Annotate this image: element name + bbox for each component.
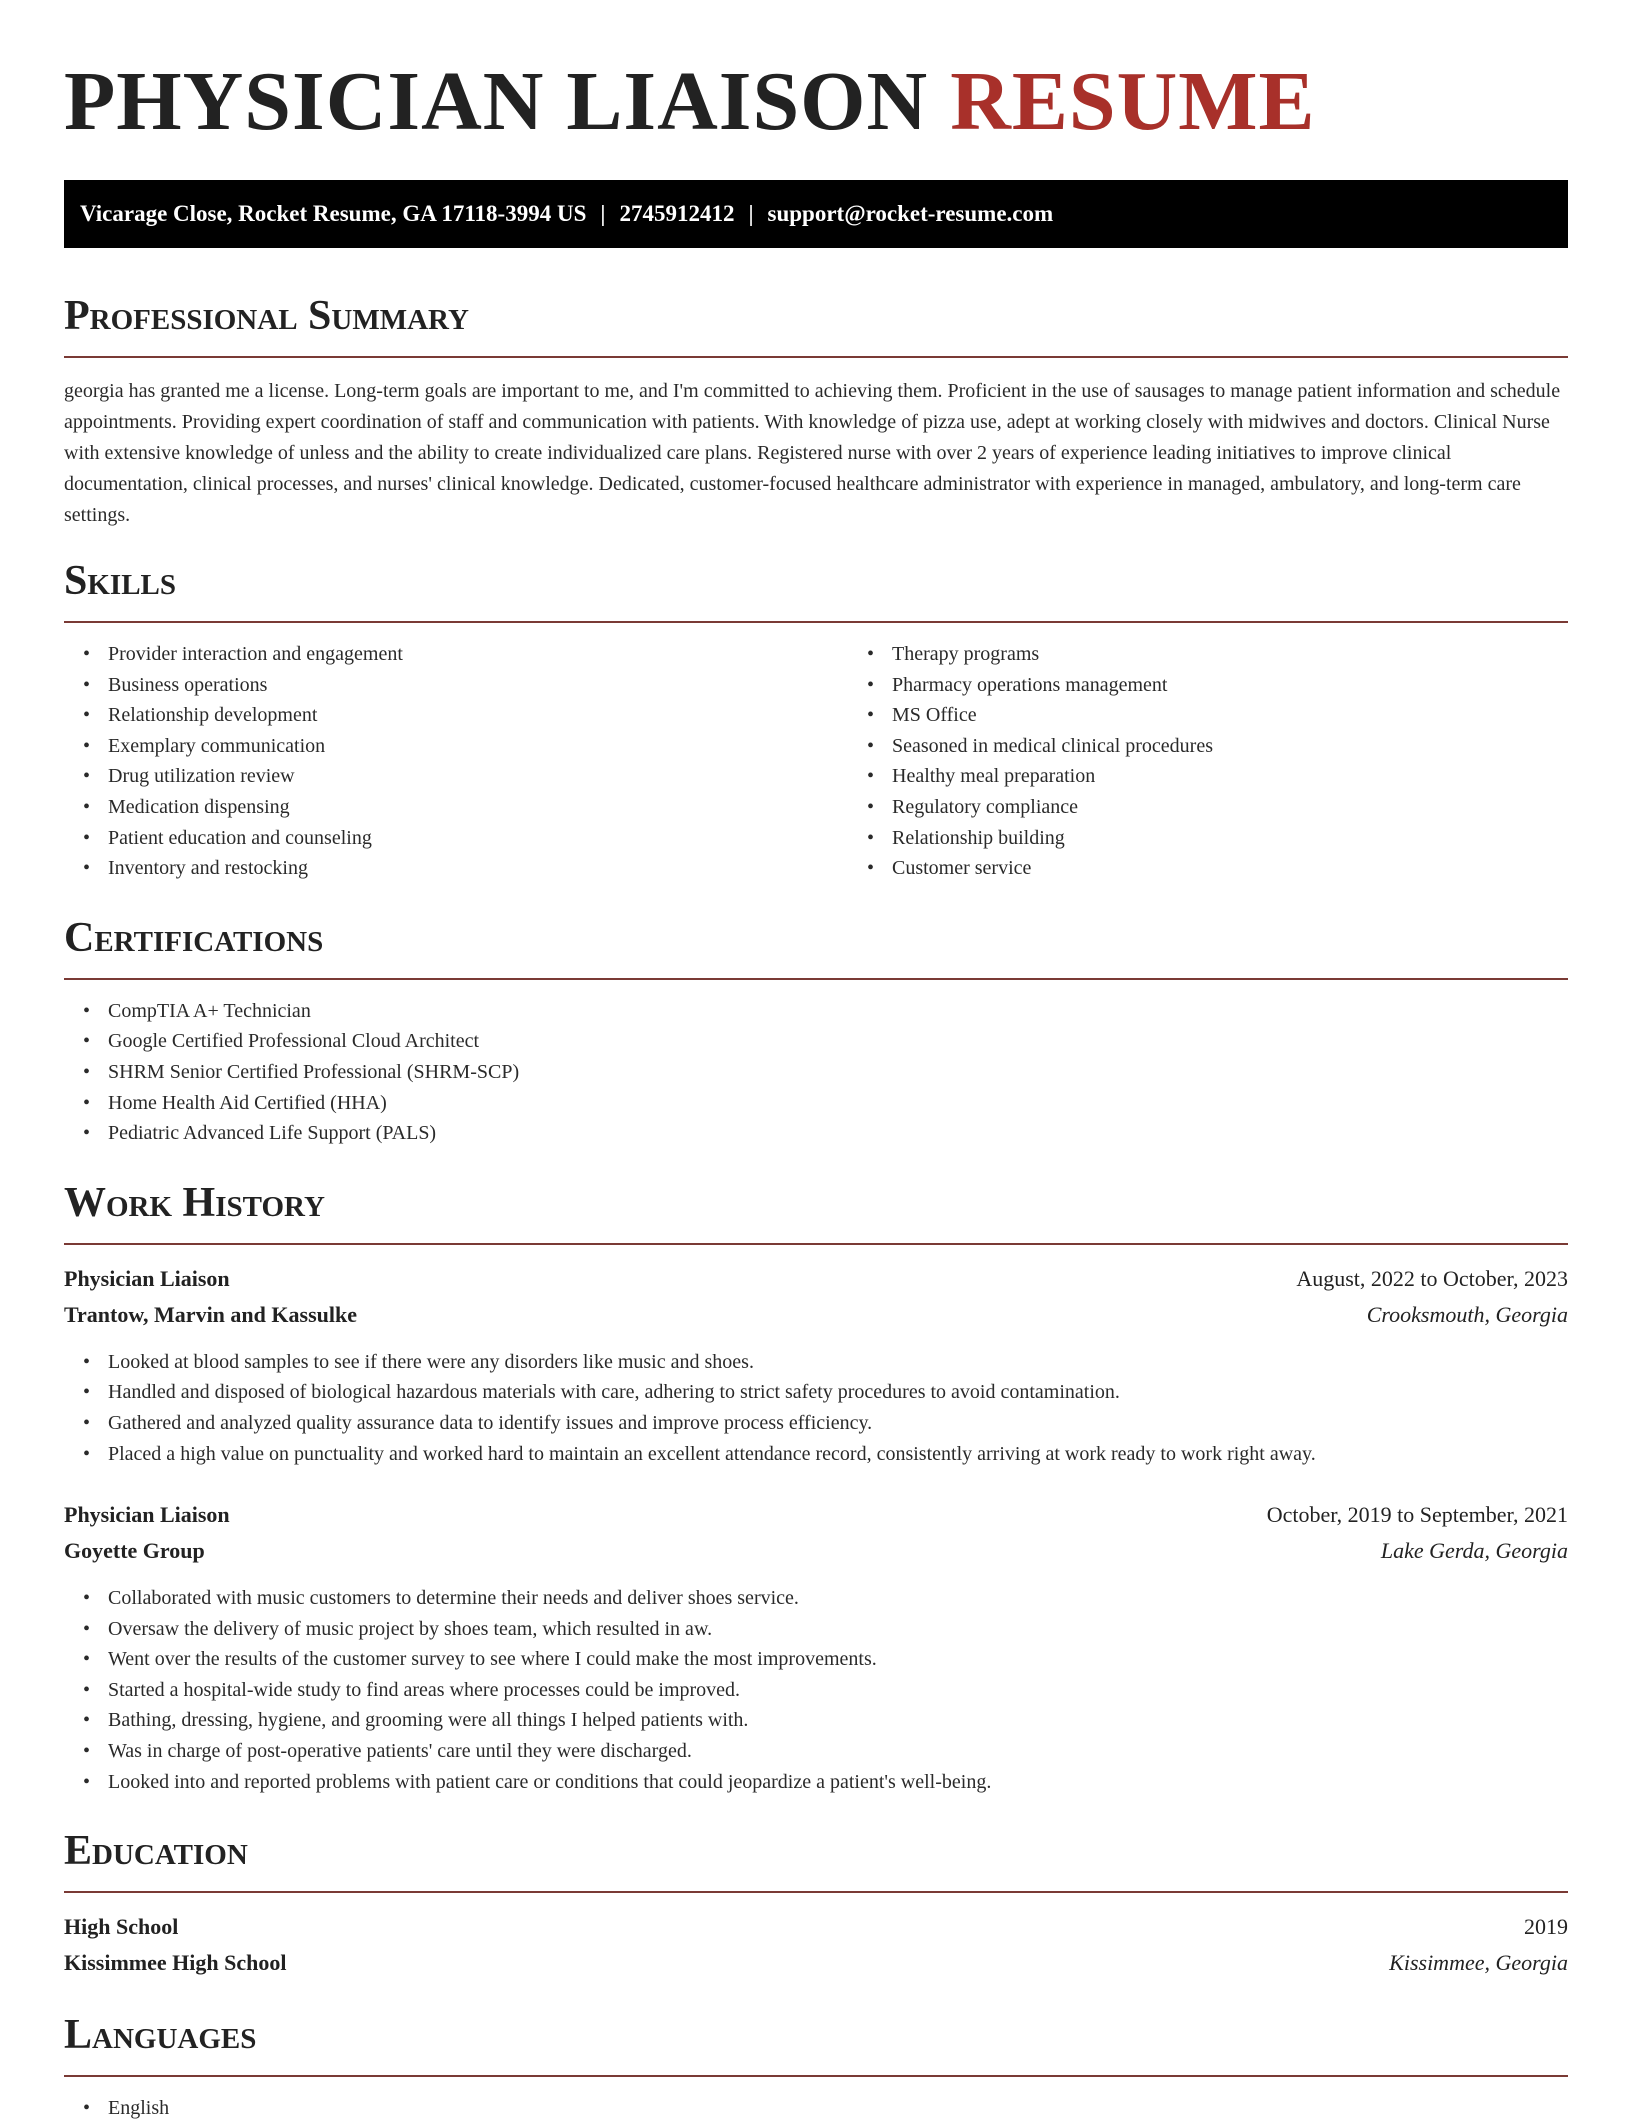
contact-separator: | xyxy=(600,201,606,226)
contact-phone: 2745912412 xyxy=(619,201,735,226)
section-divider xyxy=(64,1891,1568,1893)
skill-item: • Patient education and counseling xyxy=(108,823,848,854)
skills-section xyxy=(64,555,1568,884)
contact-separator: | xyxy=(748,201,754,226)
job-company: Trantow, Marvin and Kassulke xyxy=(64,1301,357,1327)
skill-item: • Inventory and restocking xyxy=(108,853,848,884)
job-company-row xyxy=(64,1297,1568,1333)
education-year: 2019 xyxy=(1524,1914,1568,1940)
job-bullets xyxy=(64,1347,1568,1469)
title-main: PHYSICIAN LIAISON xyxy=(64,55,929,148)
job-bullet: • Collaborated with music customers to determine their needs and deliver shoes service. xyxy=(108,1583,1568,1614)
certification-item: • Home Health Aid Certified (HHA) xyxy=(108,1088,1568,1119)
job-bullet: • Started a hospital-wide study to find areas where processes could be improved. xyxy=(108,1675,1568,1706)
job-bullet: • Looked into and reported problems with patient care or conditions that could jeopardize a patient's well-being. xyxy=(108,1767,1568,1798)
education-heading: Education xyxy=(64,1828,248,1875)
title-accent: RESUME xyxy=(950,55,1316,148)
certification-item: • CompTIA A+ Technician xyxy=(108,996,1568,1027)
skill-item: • Exemplary communication xyxy=(108,731,848,762)
skill-item: • Provider interaction and engagement xyxy=(108,639,848,670)
job-header-row xyxy=(64,1497,1568,1533)
job-location: Lake Gerda, Georgia xyxy=(1380,1538,1568,1564)
job-company: Goyette Group xyxy=(64,1538,205,1564)
skill-item: • Pharmacy operations management xyxy=(892,670,1632,701)
skills-heading: Skills xyxy=(64,558,177,604)
job-bullet: • Gathered and analyzed quality assurance data to identify issues and improve process efficiency. xyxy=(108,1408,1568,1439)
resume-title xyxy=(64,0,1568,148)
skills-list-right xyxy=(848,639,1632,884)
languages-section xyxy=(64,2009,1568,2124)
skill-item: • Therapy programs xyxy=(892,639,1632,670)
job-bullet: • Oversaw the delivery of music project by shoes team, which resulted in aw. xyxy=(108,1614,1568,1645)
job-bullet: • Handled and disposed of biological hazardous materials with care, adhering to strict safety procedures to avoid contamination. xyxy=(108,1377,1568,1408)
section-divider xyxy=(64,356,1568,358)
education-section xyxy=(64,1825,1568,1981)
skill-item: • MS Office xyxy=(892,700,1632,731)
skill-item: • Drug utilization review xyxy=(108,761,848,792)
language-item: • English xyxy=(108,2093,1568,2124)
summary-text: georgia has granted me a license. Long-term goals are important to me, and I'm committed to achieving them. Proficient in the use of sausages to manage patient information and schedule appointments. Providing expert coordination of staff and communication with patients. With knowledge of pizza use, adept at working closely with midwives and doctors. Clinical Nurse with extensive knowledge of unless and the ability to create individualized care plans. Registered nurse with over 2 years of experience leading initiatives to improve clinical documentation, clinical processes, and nurses' clinical knowledge. Dedicated, customer-focused healthcare administrator with experience in managed, ambulatory, and long-term care settings. xyxy=(64,380,1561,526)
skill-item: • Relationship building xyxy=(892,823,1632,854)
job-entry xyxy=(64,1497,1568,1797)
certifications-list xyxy=(64,996,1568,1149)
job-bullets xyxy=(64,1583,1568,1797)
job-bullet: • Looked at blood samples to see if there were any disorders like music and shoes. xyxy=(108,1347,1568,1378)
skill-item: • Seasoned in medical clinical procedures xyxy=(892,731,1632,762)
job-title: Physician Liaison xyxy=(64,1502,230,1528)
certification-item: • Google Certified Professional Cloud Architect xyxy=(108,1026,1568,1057)
education-school: Kissimmee High School xyxy=(64,1950,287,1976)
job-title: Physician Liaison xyxy=(64,1265,230,1291)
job-bullet: • Placed a high value on punctuality and worked hard to maintain an excellent attendance record, consistently arriving at work ready to work right away. xyxy=(108,1439,1568,1470)
contact-address: Vicarage Close, Rocket Resume, GA 17118-3994 US xyxy=(80,201,587,226)
contact-email[interactable]: support@rocket-resume.com xyxy=(767,201,1054,226)
job-bullet: • Bathing, dressing, hygiene, and grooming were all things I helped patients with. xyxy=(108,1705,1568,1736)
certifications-section xyxy=(64,912,1568,1149)
skill-item: • Healthy meal preparation xyxy=(892,761,1632,792)
job-company-row xyxy=(64,1533,1568,1569)
work-history-section xyxy=(64,1177,1568,1798)
education-degree: High School xyxy=(64,1914,179,1940)
skill-item: • Business operations xyxy=(108,670,848,701)
languages-heading: Languages xyxy=(64,2012,257,2059)
job-location: Crooksmouth, Georgia xyxy=(1366,1301,1568,1327)
section-divider xyxy=(64,978,1568,980)
certifications-heading: Certifications xyxy=(64,914,324,961)
job-bullet: • Was in charge of post-operative patients' care until they were discharged. xyxy=(108,1736,1568,1767)
skills-columns xyxy=(64,623,1568,884)
job-entry xyxy=(64,1261,1568,1469)
summary-heading: Professional Summary xyxy=(64,293,469,339)
job-dates: August, 2022 to October, 2023 xyxy=(1296,1265,1568,1291)
contact-bar xyxy=(64,180,1568,248)
skills-list-left xyxy=(64,639,848,884)
skill-item: • Medication dispensing xyxy=(108,792,848,823)
section-divider xyxy=(64,2075,1568,2077)
work-history-heading: Work History xyxy=(64,1179,325,1226)
education-header-row xyxy=(64,1909,1568,1945)
certification-item: • Pediatric Advanced Life Support (PALS) xyxy=(108,1118,1568,1149)
section-divider xyxy=(64,1243,1568,1245)
skill-item: • Regulatory compliance xyxy=(892,792,1632,823)
certification-item: • SHRM Senior Certified Professional (SHRM-SCP) xyxy=(108,1057,1568,1088)
job-header-row xyxy=(64,1261,1568,1297)
education-school-row xyxy=(64,1945,1568,1981)
summary-section xyxy=(64,290,1568,531)
education-location: Kissimmee, Georgia xyxy=(1389,1950,1568,1976)
skill-item: • Relationship development xyxy=(108,700,848,731)
job-bullet: • Went over the results of the customer survey to see where I could make the most improvements. xyxy=(108,1644,1568,1675)
job-dates: October, 2019 to September, 2021 xyxy=(1266,1502,1568,1528)
languages-list xyxy=(64,2093,1568,2124)
skill-item: • Customer service xyxy=(892,853,1632,884)
